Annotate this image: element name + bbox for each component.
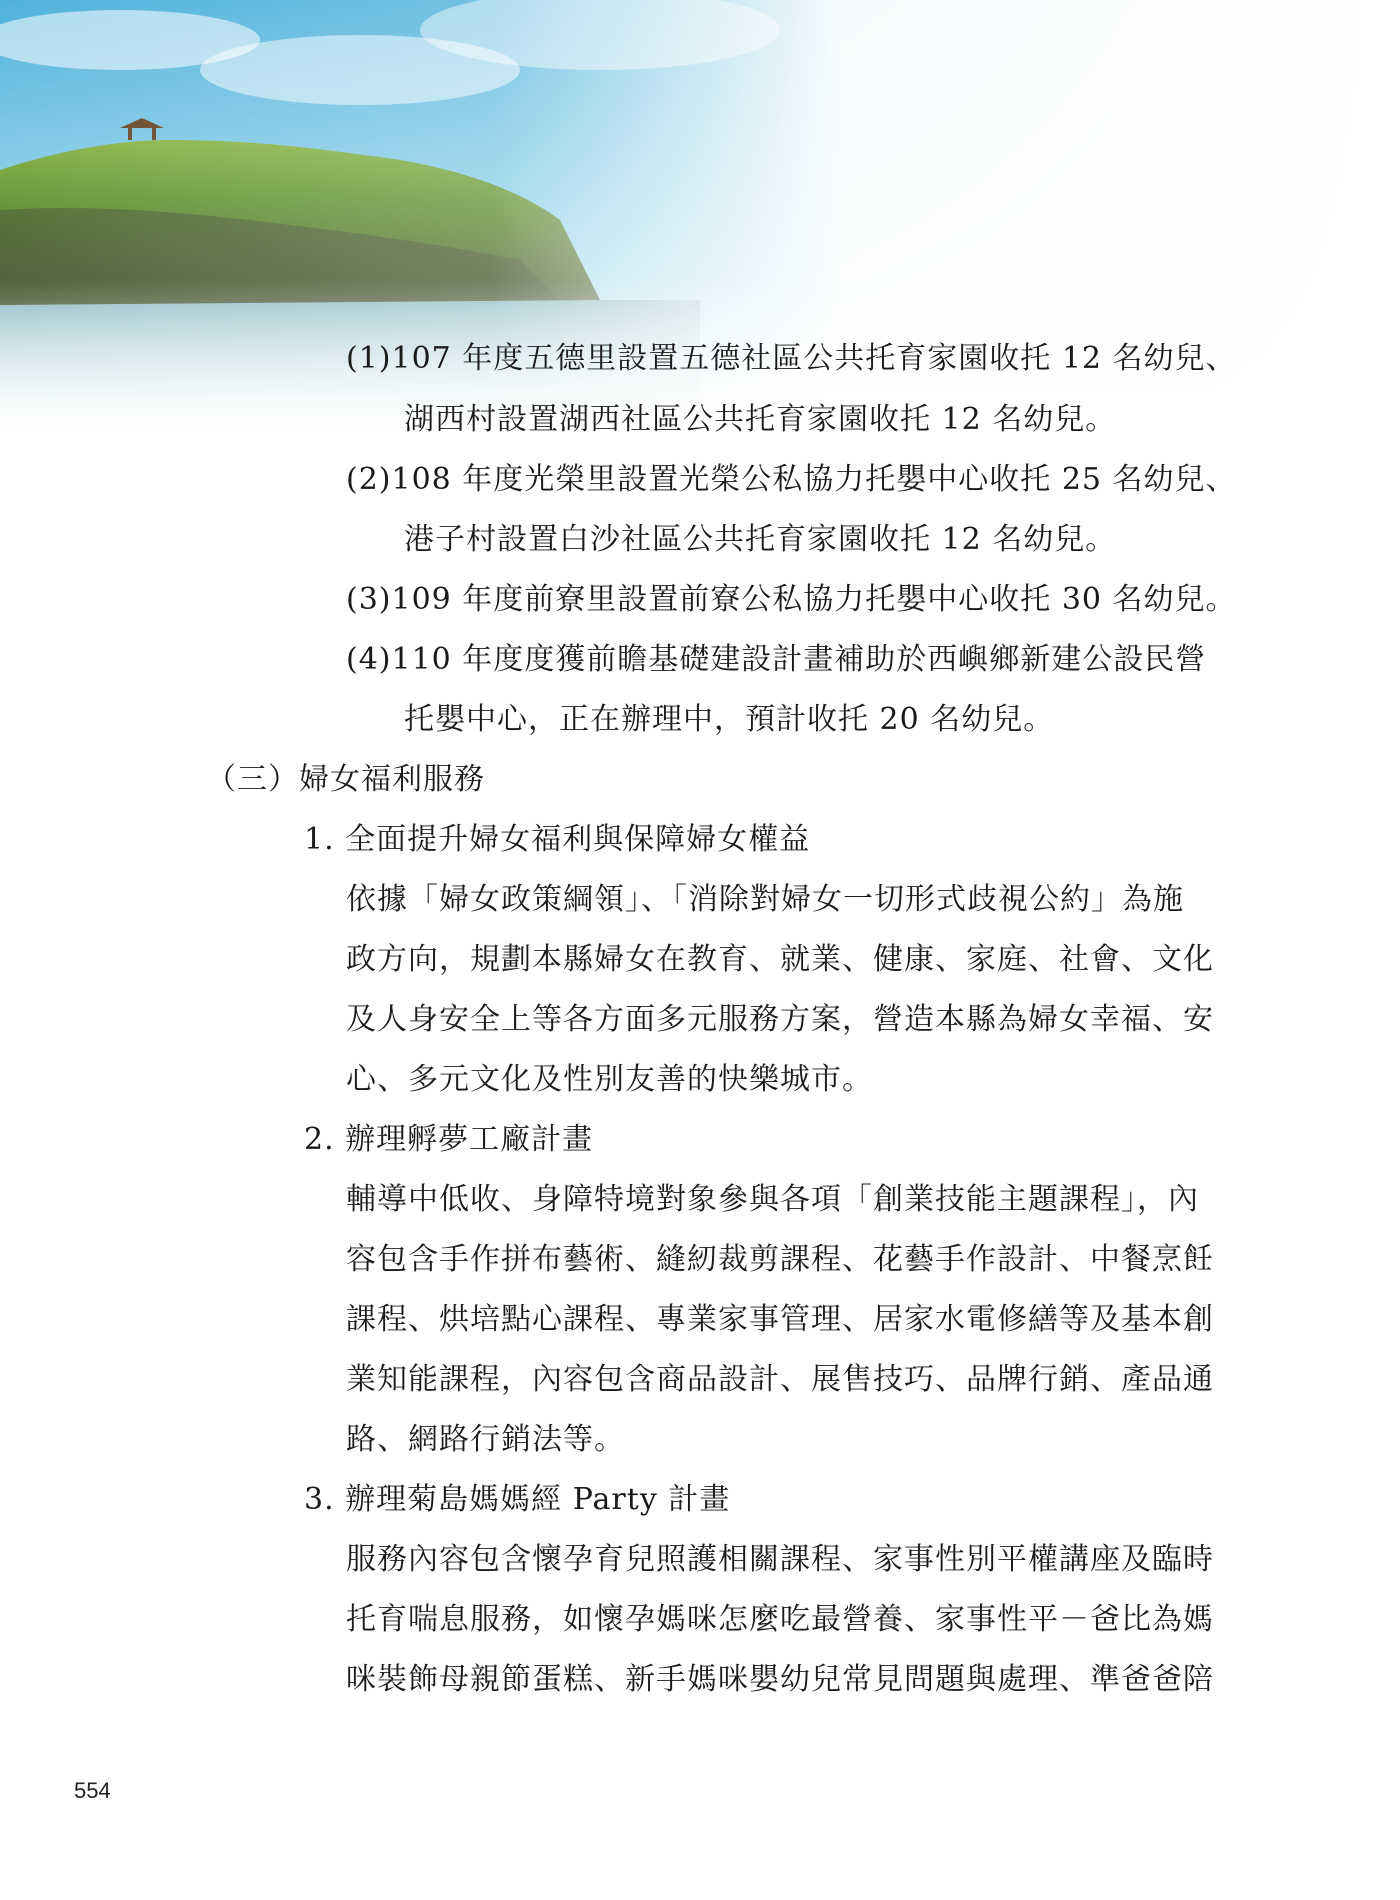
subsection-2-heading: 2. 辦理孵夢工廠計畫: [304, 1122, 594, 1157]
item-number: (1): [346, 341, 392, 376]
subsection-3-heading: 3. 辦理菊島媽媽經 Party 計畫: [304, 1482, 731, 1517]
paragraph-line: 心、多元文化及性別友善的快樂城市。: [346, 1062, 873, 1097]
section-heading: （三）婦女福利服務: [206, 762, 485, 797]
item-number: (3): [346, 582, 392, 617]
paragraph-line: 服務內容包含懷孕育兒照護相關課程、家事性別平權講座及臨時: [346, 1542, 1214, 1577]
paragraph-line: 政方向，規劃本縣婦女在教育、就業、健康、家庭、社會、文化: [346, 942, 1214, 977]
item-2-text: [346, 460, 1237, 500]
item-4-text: [346, 640, 1206, 680]
item-text: 109 年度前寮里設置前寮公私協力托嬰中心收托 30 名幼兒。: [391, 582, 1237, 617]
paragraph-line: 咪裝飾母親節蛋糕、新手媽咪嬰幼兒常見問題與處理、準爸爸陪: [346, 1662, 1214, 1697]
item-text: 108 年度光榮里設置光榮公私協力托嬰中心收托 25 名幼兒、: [391, 462, 1237, 497]
paragraph-line: 路、網路行銷法等。: [346, 1422, 625, 1457]
item-3-text: [346, 580, 1237, 620]
item-2-continuation: 港子村設置白沙社區公共托育家園收托 12 名幼兒。: [404, 522, 1117, 557]
item-text: 107 年度五德里設置五德社區公共托育家園收托 12 名幼兒、: [391, 341, 1237, 376]
paragraph-line: 業知能課程，內容包含商品設計、展售技巧、品牌行銷、產品通: [346, 1362, 1214, 1397]
item-text: 110 年度度獲前瞻基礎建設計畫補助於西嶼鄉新建公設民營: [391, 642, 1207, 677]
paragraph-line: 容包含手作拼布藝術、縫紉裁剪課程、花藝手作設計、中餐烹飪: [346, 1242, 1214, 1277]
item-4-continuation: 托嬰中心，正在辦理中，預計收托 20 名幼兒。: [404, 702, 1055, 737]
item-number: (4): [346, 642, 392, 677]
paragraph-line: 及人身安全上等各方面多元服務方案，營造本縣為婦女幸福、安: [346, 1002, 1214, 1037]
item-1-text: [346, 339, 1237, 379]
paragraph-line: 輔導中低收、身障特境對象參與各項「創業技能主題課程」，內: [346, 1182, 1199, 1217]
item-number: (2): [346, 462, 392, 497]
item-1-continuation: 湖西村設置湖西社區公共托育家園收托 12 名幼兒。: [404, 402, 1117, 437]
paragraph-line: 托育喘息服務，如懷孕媽咪怎麼吃最營養、家事性平－爸比為媽: [346, 1602, 1214, 1637]
page-number: 554: [74, 1778, 111, 1803]
paragraph-line: 依據「婦女政策綱領」、「消除對婦女一切形式歧視公約」為施: [346, 882, 1184, 917]
subsection-1-heading: 1. 全面提升婦女福利與保障婦女權益: [304, 822, 811, 857]
paragraph-line: 課程、烘培點心課程、專業家事管理、居家水電修繕等及基本創: [346, 1302, 1214, 1337]
